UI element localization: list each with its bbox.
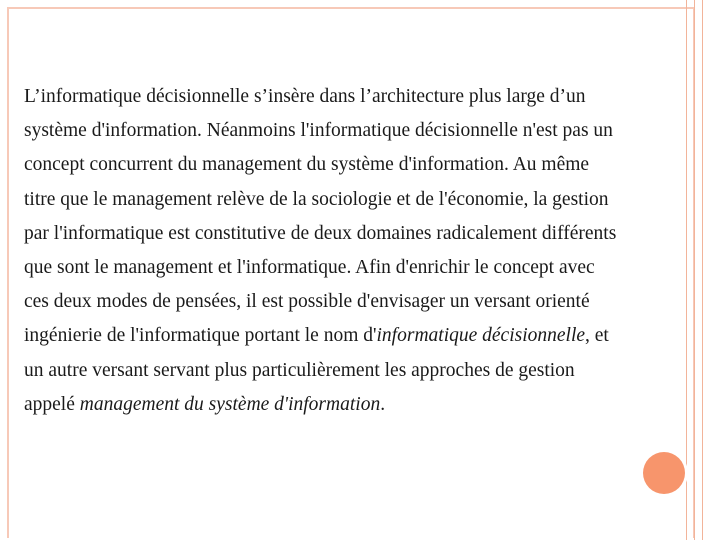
body-paragraph bbox=[24, 80, 624, 422]
paragraph-text: L’informatique décisionnelle s’insère dans l’architecture plus large d’un système d'information. Néanmoins l'informatique décisionnelle n'est pas un concept concurrent du management du système d'information. Au même titre que le management relève de la sociologie et de l'économie, la gestion par l'informatique est constitutive de deux domaines radicalement différents que sont le management et l'informatique. Afin d'enrichir le concept avec ces deux modes de pensées, il est possible d'envisager un versant orienté ingénierie de l'informatique portant le nom d' bbox=[24, 86, 617, 347]
term-informatique-decisionnelle: informatique décisionnelle bbox=[376, 325, 586, 347]
decorative-rail bbox=[702, 0, 703, 540]
term-management-si: management du système d'information bbox=[79, 393, 381, 415]
paragraph-text: , et un autre versant servant plus particulièrement les approches de gestion appelé bbox=[24, 325, 609, 415]
paragraph-text: . bbox=[380, 393, 386, 415]
decorative-rail bbox=[694, 0, 695, 540]
decorative-rail bbox=[686, 0, 687, 540]
decorative-dot bbox=[643, 452, 685, 494]
